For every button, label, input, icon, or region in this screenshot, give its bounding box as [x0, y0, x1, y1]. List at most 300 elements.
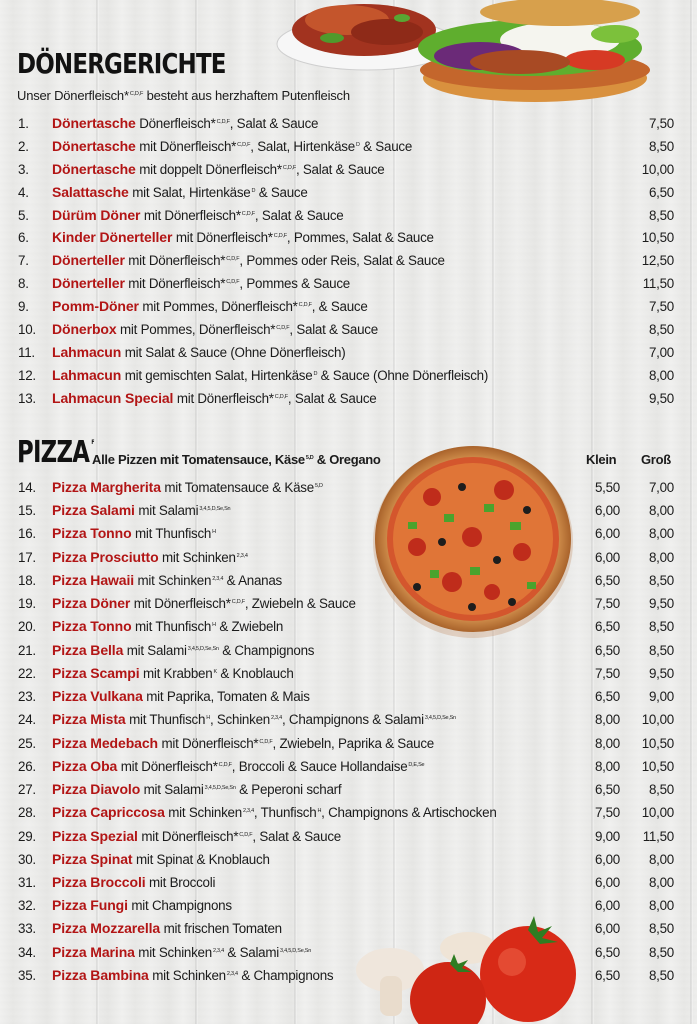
- allergen-code: C,D,F: [276, 325, 290, 332]
- menu-item: [0, 571, 697, 594]
- item-description: & Knoblauch: [216, 665, 294, 681]
- price: 6,50: [648, 184, 674, 200]
- price-small: 6,50: [594, 944, 620, 960]
- price-small: 6,00: [594, 526, 620, 542]
- item-description: mit Salat & Sauce (Ohne Dönerfleisch): [121, 344, 346, 360]
- item-text: [52, 850, 270, 869]
- pizza-section-title: PIZZA $^F$: [17, 435, 95, 470]
- price-small: 6,00: [594, 503, 620, 519]
- item-number: 6.: [18, 230, 29, 246]
- item-name: Pizza Tonno: [52, 618, 132, 635]
- item-name: Pizza Oba: [52, 757, 118, 774]
- price-small: 6,50: [594, 967, 620, 983]
- item-description: mit Broccoli: [145, 874, 216, 890]
- item-text: [52, 617, 283, 636]
- menu-item: [0, 297, 697, 320]
- item-number: 22.: [18, 665, 36, 681]
- menu-item: [0, 320, 697, 343]
- item-number: 33.: [18, 921, 36, 937]
- allergen-code: H: [212, 529, 216, 536]
- price-small: 8,00: [594, 735, 620, 751]
- price-large: 8,00: [648, 851, 674, 867]
- item-description: mit Dönerfleisch*: [117, 758, 218, 774]
- item-text: [52, 274, 350, 293]
- item-text: [52, 641, 314, 660]
- menu-item: [0, 501, 697, 524]
- price-large: 8,00: [648, 526, 674, 542]
- item-name: Pizza Bambina: [52, 966, 149, 983]
- allergen-code: 5,D: [314, 483, 323, 489]
- item-number: 15.: [18, 503, 36, 519]
- allergen-code: 3,4,5,D,Se,Sn: [187, 645, 219, 652]
- item-name: Dönertasche: [52, 160, 136, 177]
- menu-item: [0, 943, 697, 966]
- item-text: [52, 919, 282, 938]
- item-number: 3.: [18, 161, 29, 177]
- item-description: , Broccoli & Sauce Hollandaise: [231, 758, 408, 774]
- menu-item: [0, 641, 697, 664]
- item-text: [52, 343, 345, 362]
- menu-item: [0, 896, 697, 919]
- doener-section-title: DÖNERGERICHTE: [17, 47, 226, 80]
- item-description: mit frischen Tomaten: [160, 921, 282, 937]
- column-header-large: Groß: [641, 452, 671, 467]
- item-text: [52, 183, 308, 202]
- price-small: 6,50: [594, 782, 620, 798]
- item-description: & Sauce (Ohne Dönerfleisch): [317, 367, 489, 383]
- item-text: [52, 757, 424, 776]
- price-small: 6,00: [594, 921, 620, 937]
- item-name: Dönertasche: [52, 115, 136, 131]
- price-large: 8,00: [648, 874, 674, 890]
- price: 8,50: [648, 322, 674, 338]
- item-name: Pizza Salami: [52, 502, 135, 519]
- item-description: , & Sauce: [311, 299, 368, 315]
- price-large: 8,50: [648, 782, 674, 798]
- allergen-code: 2,3,4: [226, 970, 238, 977]
- price: 9,50: [648, 390, 674, 406]
- item-description: , Thunfisch: [253, 805, 317, 821]
- allergen-code: C,D,F: [237, 141, 251, 148]
- item-number: 19.: [18, 596, 36, 612]
- pizza-title-superscript: F: [91, 439, 95, 446]
- price-small: 6,00: [594, 874, 620, 890]
- menu-item: [0, 780, 697, 803]
- item-description: mit Dönerfleisch*: [172, 230, 273, 246]
- menu-item: [0, 803, 697, 826]
- menu-item: [0, 617, 697, 640]
- item-number: 2.: [18, 138, 29, 154]
- item-description: , Zwiebeln & Sauce: [244, 596, 356, 612]
- item-description: mit doppelt Dönerfleisch*: [135, 161, 282, 177]
- price: 10,00: [641, 161, 674, 177]
- doener-sandwich-icon: [410, 0, 660, 112]
- item-description: mit Schinken: [134, 572, 212, 588]
- menu-item: [0, 966, 697, 989]
- item-name: Dönerbox: [52, 321, 117, 338]
- price-small: 7,50: [594, 805, 620, 821]
- item-number: 23.: [18, 689, 36, 705]
- item-number: 27.: [18, 782, 36, 798]
- allergen-code: 3,4,5,D,Se,Sn: [280, 947, 312, 954]
- price-small: 8,00: [594, 712, 620, 728]
- item-text: [52, 501, 230, 520]
- price-small: 6,50: [594, 642, 620, 658]
- menu-item: [0, 827, 697, 850]
- item-name: Pizza Scampi: [52, 664, 140, 681]
- item-description: , Salat & Sauce: [254, 207, 344, 223]
- item-description: mit Champignons: [127, 898, 232, 914]
- item-name: Lahmacun Special: [52, 389, 174, 406]
- item-name: Lahmacun: [52, 366, 122, 383]
- menu-item: [0, 228, 697, 251]
- item-text: [52, 710, 456, 729]
- item-description: mit Dönerfleisch*: [140, 207, 241, 223]
- allergen-code: 3,4,5,D,Se,Sn: [424, 715, 456, 722]
- item-description: , Salat & Sauce: [289, 322, 378, 338]
- item-description: mit Schinken: [134, 944, 212, 960]
- allergen-code: C,D,F: [274, 393, 288, 400]
- menu-item: [0, 274, 697, 297]
- item-text: [52, 251, 445, 270]
- menu-item: [0, 873, 697, 896]
- item-name: Pizza Marina: [52, 943, 135, 960]
- item-name: Pizza Broccoli: [52, 873, 146, 890]
- menu-item: [0, 734, 697, 757]
- allergen-code: C,D,F: [218, 761, 232, 768]
- item-description: mit Salami: [123, 642, 187, 658]
- price: 12,50: [641, 253, 674, 269]
- item-text: [52, 137, 412, 156]
- pizza-subtitle: Alle Pizzen mit Tomatensauce, Käse$^{5,D}$ & Oregano: [92, 452, 381, 467]
- allergen-code: D,E,Se: [408, 761, 425, 768]
- price-large: 8,00: [648, 503, 674, 519]
- item-description: , Salat & Sauce: [295, 161, 385, 177]
- item-description: mit Schinken: [164, 805, 242, 821]
- column-header-small: Klein: [586, 452, 617, 467]
- menu-item: [0, 524, 697, 547]
- price-small: 6,00: [594, 898, 620, 914]
- allergen-code: C,D,F: [231, 599, 245, 606]
- item-description: mit Pommes, Dönerfleisch*: [138, 299, 298, 315]
- price-small: 6,50: [594, 572, 620, 588]
- menu-item: [0, 389, 697, 412]
- price-small: 7,50: [594, 665, 620, 681]
- item-number: 34.: [18, 944, 36, 960]
- item-number: 16.: [18, 526, 36, 542]
- item-number: 12.: [18, 367, 36, 383]
- allergen-code: 3,4,5,D,Se,Sn: [199, 506, 231, 513]
- menu-item: [0, 850, 697, 873]
- item-name: Pizza Fungi: [52, 897, 128, 914]
- item-number: 29.: [18, 828, 36, 844]
- allergen-code: C,D,F: [259, 738, 273, 745]
- item-number: 24.: [18, 712, 36, 728]
- doener-menu-list: [0, 114, 697, 412]
- allergen-code: C,D,F: [282, 164, 296, 171]
- item-description: & Sauce: [255, 184, 308, 200]
- item-description: mit Schinken: [148, 967, 226, 983]
- item-name: Pizza Capriccosa: [52, 804, 165, 821]
- price-large: 11,50: [642, 828, 674, 844]
- menu-item: [0, 548, 697, 571]
- item-text: [52, 571, 282, 590]
- item-text: [52, 548, 248, 567]
- item-number: 25.: [18, 735, 36, 751]
- item-number: 21.: [18, 642, 36, 658]
- item-text: [52, 228, 434, 247]
- item-description: mit Dönerfleisch*: [124, 276, 226, 292]
- price-large: 8,00: [648, 549, 674, 565]
- price-small: 5,50: [594, 480, 620, 495]
- menu-item: [0, 183, 697, 206]
- item-number: 26.: [18, 758, 36, 774]
- item-text: [52, 320, 378, 339]
- item-number: 14.: [18, 480, 36, 495]
- item-name: Pizza Diavolo: [52, 781, 141, 798]
- item-text: [52, 896, 232, 915]
- item-text: [52, 687, 310, 706]
- item-number: 11.: [18, 344, 35, 360]
- item-text: [52, 734, 434, 753]
- price: 8,50: [648, 207, 674, 223]
- allergen-code: K: [213, 668, 217, 675]
- menu-item: [0, 710, 697, 733]
- price-small: 7,50: [594, 596, 620, 612]
- allergen-code: H: [206, 715, 210, 722]
- item-description: , Salat, Hirtenkäse: [250, 138, 355, 154]
- item-description: , Schinken: [209, 712, 270, 728]
- item-description: & Champignons: [218, 642, 315, 658]
- item-name: Pizza Mista: [52, 711, 126, 728]
- item-description: , Salat & Sauce: [252, 828, 341, 844]
- price-large: 8,50: [648, 921, 674, 937]
- item-description: , Pommes oder Reis, Salat & Sauce: [239, 253, 445, 269]
- price: 7,50: [648, 299, 674, 315]
- price-large: 9,50: [648, 596, 674, 612]
- price-large: 8,50: [648, 572, 674, 588]
- item-text: [52, 297, 368, 316]
- price: 11,50: [642, 276, 674, 292]
- allergen-code: 2,3,4: [242, 808, 254, 815]
- item-number: 18.: [18, 572, 36, 588]
- item-description: mit Thunfisch: [131, 619, 212, 635]
- item-text: [52, 524, 216, 543]
- price-large: 10,50: [641, 758, 674, 774]
- price-small: 6,00: [594, 549, 620, 565]
- item-text: [52, 478, 323, 497]
- price-large: 8,50: [648, 619, 674, 635]
- item-name: Pizza Bella: [52, 641, 124, 658]
- item-number: 5.: [18, 207, 29, 223]
- item-description: mit Schinken: [158, 549, 236, 565]
- allergen-code: C,D,F: [239, 831, 253, 838]
- menu-item: [0, 206, 697, 229]
- item-number: 8.: [18, 276, 29, 292]
- item-name: Dönerteller: [52, 275, 125, 292]
- menu-item: [0, 366, 697, 389]
- item-text: [52, 780, 341, 799]
- item-name: Pizza Döner: [52, 595, 131, 612]
- item-description: mit Pommes, Dönerfleisch*: [116, 322, 276, 338]
- item-text: [52, 873, 215, 892]
- item-description: mit gemischten Salat, Hirtenkäse: [121, 367, 313, 383]
- item-name: Pizza Vulkana: [52, 688, 143, 705]
- item-description: mit Dönerfleisch*: [130, 596, 231, 612]
- item-description: Dönerfleisch*: [135, 116, 216, 131]
- item-number: 7.: [18, 253, 29, 269]
- item-description: , Salat & Sauce: [287, 390, 377, 406]
- item-description: & Champignons: [237, 967, 334, 983]
- allergen-code: 2,3,4: [212, 575, 224, 582]
- item-name: Pizza Hawaii: [52, 571, 135, 588]
- price: 8,00: [648, 367, 674, 383]
- pizza-menu-list: [0, 478, 697, 989]
- item-text: [52, 366, 488, 385]
- item-text: [52, 664, 294, 683]
- price-small: 6,50: [594, 689, 620, 705]
- item-text: [52, 966, 333, 985]
- item-text: [52, 160, 385, 179]
- price: 10,50: [641, 230, 674, 246]
- menu-item: [0, 114, 697, 137]
- item-description: , Zwiebeln, Paprika & Sauce: [272, 735, 434, 751]
- price-small: 6,00: [594, 851, 620, 867]
- item-name: Salattasche: [52, 183, 129, 200]
- price-small: 8,00: [594, 758, 620, 774]
- price: 8,50: [648, 138, 674, 154]
- price-large: 9,00: [648, 689, 674, 705]
- item-number: 1.: [18, 116, 29, 131]
- item-description: , Champignons & Salami: [281, 712, 424, 728]
- item-description: & Ananas: [223, 572, 282, 588]
- item-description: mit Salami: [134, 503, 199, 519]
- item-text: [52, 206, 343, 225]
- menu-item: [0, 757, 697, 780]
- price-large: 7,00: [648, 480, 674, 495]
- price-large: 9,50: [648, 665, 674, 681]
- price-small: 6,50: [594, 619, 620, 635]
- doener-subtitle: Unser Dönerfleisch*$^{C,D,F}$ besteht aus herzhaftem Putenfleisch: [17, 88, 350, 103]
- item-name: Pizza Medebach: [52, 734, 158, 751]
- item-number: 9.: [18, 299, 29, 315]
- allergen-code: D: [313, 370, 318, 377]
- item-number: 17.: [18, 549, 36, 565]
- item-number: 10.: [18, 322, 36, 338]
- allergen-code: H: [212, 622, 216, 629]
- item-description: mit Dönerfleisch*: [135, 138, 237, 154]
- allergen-code: 2,3,4: [270, 715, 282, 722]
- item-text: [52, 114, 318, 133]
- menu-item: [0, 160, 697, 183]
- price-large: 10,00: [641, 805, 674, 821]
- allergen-code: D: [355, 141, 360, 148]
- allergen-code: C,D,F: [273, 233, 287, 240]
- item-text: [52, 389, 376, 408]
- item-description: & Zwiebeln: [215, 619, 284, 635]
- price: 7,00: [648, 344, 674, 360]
- item-description: mit Spinat & Knoblauch: [132, 851, 270, 867]
- item-name: Lahmacun: [52, 343, 122, 360]
- price-large: 10,50: [641, 735, 674, 751]
- allergen-code: 3,4,5,D,Se,Sn: [204, 785, 236, 792]
- item-description: mit Tomatensauce & Käse: [160, 480, 314, 495]
- item-number: 13.: [18, 390, 36, 406]
- item-description: & Peperoni scharf: [235, 782, 342, 798]
- price-small: 9,00: [594, 828, 620, 844]
- item-name: Pizza Mozzarella: [52, 920, 161, 937]
- item-description: , Salat & Sauce: [229, 116, 319, 131]
- item-name: Pizza Spinat: [52, 850, 133, 867]
- price-large: 8,00: [648, 898, 674, 914]
- price-large: 10,00: [641, 712, 674, 728]
- item-name: Dönerteller: [52, 252, 125, 269]
- menu-item: [0, 687, 697, 710]
- item-description: mit Paprika, Tomaten & Mais: [142, 689, 310, 705]
- item-text: [52, 803, 497, 822]
- item-description: & Sauce: [359, 138, 413, 154]
- menu-item: [0, 137, 697, 160]
- item-text: [52, 594, 356, 613]
- item-description: , Pommes, Salat & Sauce: [286, 230, 434, 246]
- item-number: 4.: [18, 184, 29, 200]
- price-large: 8,50: [648, 967, 674, 983]
- allergen-code: H: [317, 808, 322, 815]
- price-large: 8,50: [648, 642, 674, 658]
- menu-item: [0, 919, 697, 942]
- item-name: Dönertasche: [52, 137, 136, 154]
- item-description: & Salami: [223, 944, 280, 960]
- item-description: mit Dönerfleisch*: [124, 253, 226, 269]
- item-description: , Champignons & Artischocken: [321, 805, 497, 821]
- item-name: Pizza Prosciutto: [52, 548, 159, 565]
- item-description: , Pommes & Sauce: [239, 276, 350, 292]
- allergen-code: C,D,F: [241, 210, 255, 217]
- item-number: 20.: [18, 619, 36, 635]
- item-description: mit Krabben: [139, 665, 213, 681]
- item-description: mit Dönerfleisch*: [157, 735, 259, 751]
- allergen-code: 2,3,4: [212, 947, 224, 954]
- item-number: 32.: [18, 898, 36, 914]
- menu-item: [0, 478, 697, 501]
- item-number: 28.: [18, 805, 36, 821]
- menu-item: [0, 664, 697, 687]
- allergen-code: D: [251, 187, 256, 194]
- item-number: 30.: [18, 851, 36, 867]
- item-description: mit Dönerfleisch*: [137, 828, 239, 844]
- price: 7,50: [648, 116, 674, 131]
- allergen-code: 2,3,4: [236, 552, 248, 559]
- allergen-code: C,D,F: [298, 302, 312, 309]
- item-name: Pizza Tonno: [52, 525, 132, 542]
- item-description: mit Thunfisch: [125, 712, 206, 728]
- item-name: Pizza Spezial: [52, 827, 138, 844]
- item-description: mit Salat, Hirtenkäse: [128, 184, 251, 200]
- allergen-code: C,D,F: [226, 279, 240, 286]
- item-description: mit Thunfisch: [131, 526, 212, 542]
- menu-item: [0, 343, 697, 366]
- item-name: Dürüm Döner: [52, 206, 141, 223]
- item-number: 31.: [18, 874, 36, 890]
- allergen-code: C,D,F: [216, 119, 230, 125]
- item-text: [52, 827, 341, 846]
- item-description: mit Salami: [140, 782, 204, 798]
- item-description: mit Dönerfleisch*: [173, 390, 274, 406]
- item-name: Kinder Dönerteller: [52, 229, 173, 246]
- item-name: Pomm-Döner: [52, 298, 139, 315]
- menu-item: [0, 251, 697, 274]
- allergen-code: C,D,F: [226, 256, 240, 263]
